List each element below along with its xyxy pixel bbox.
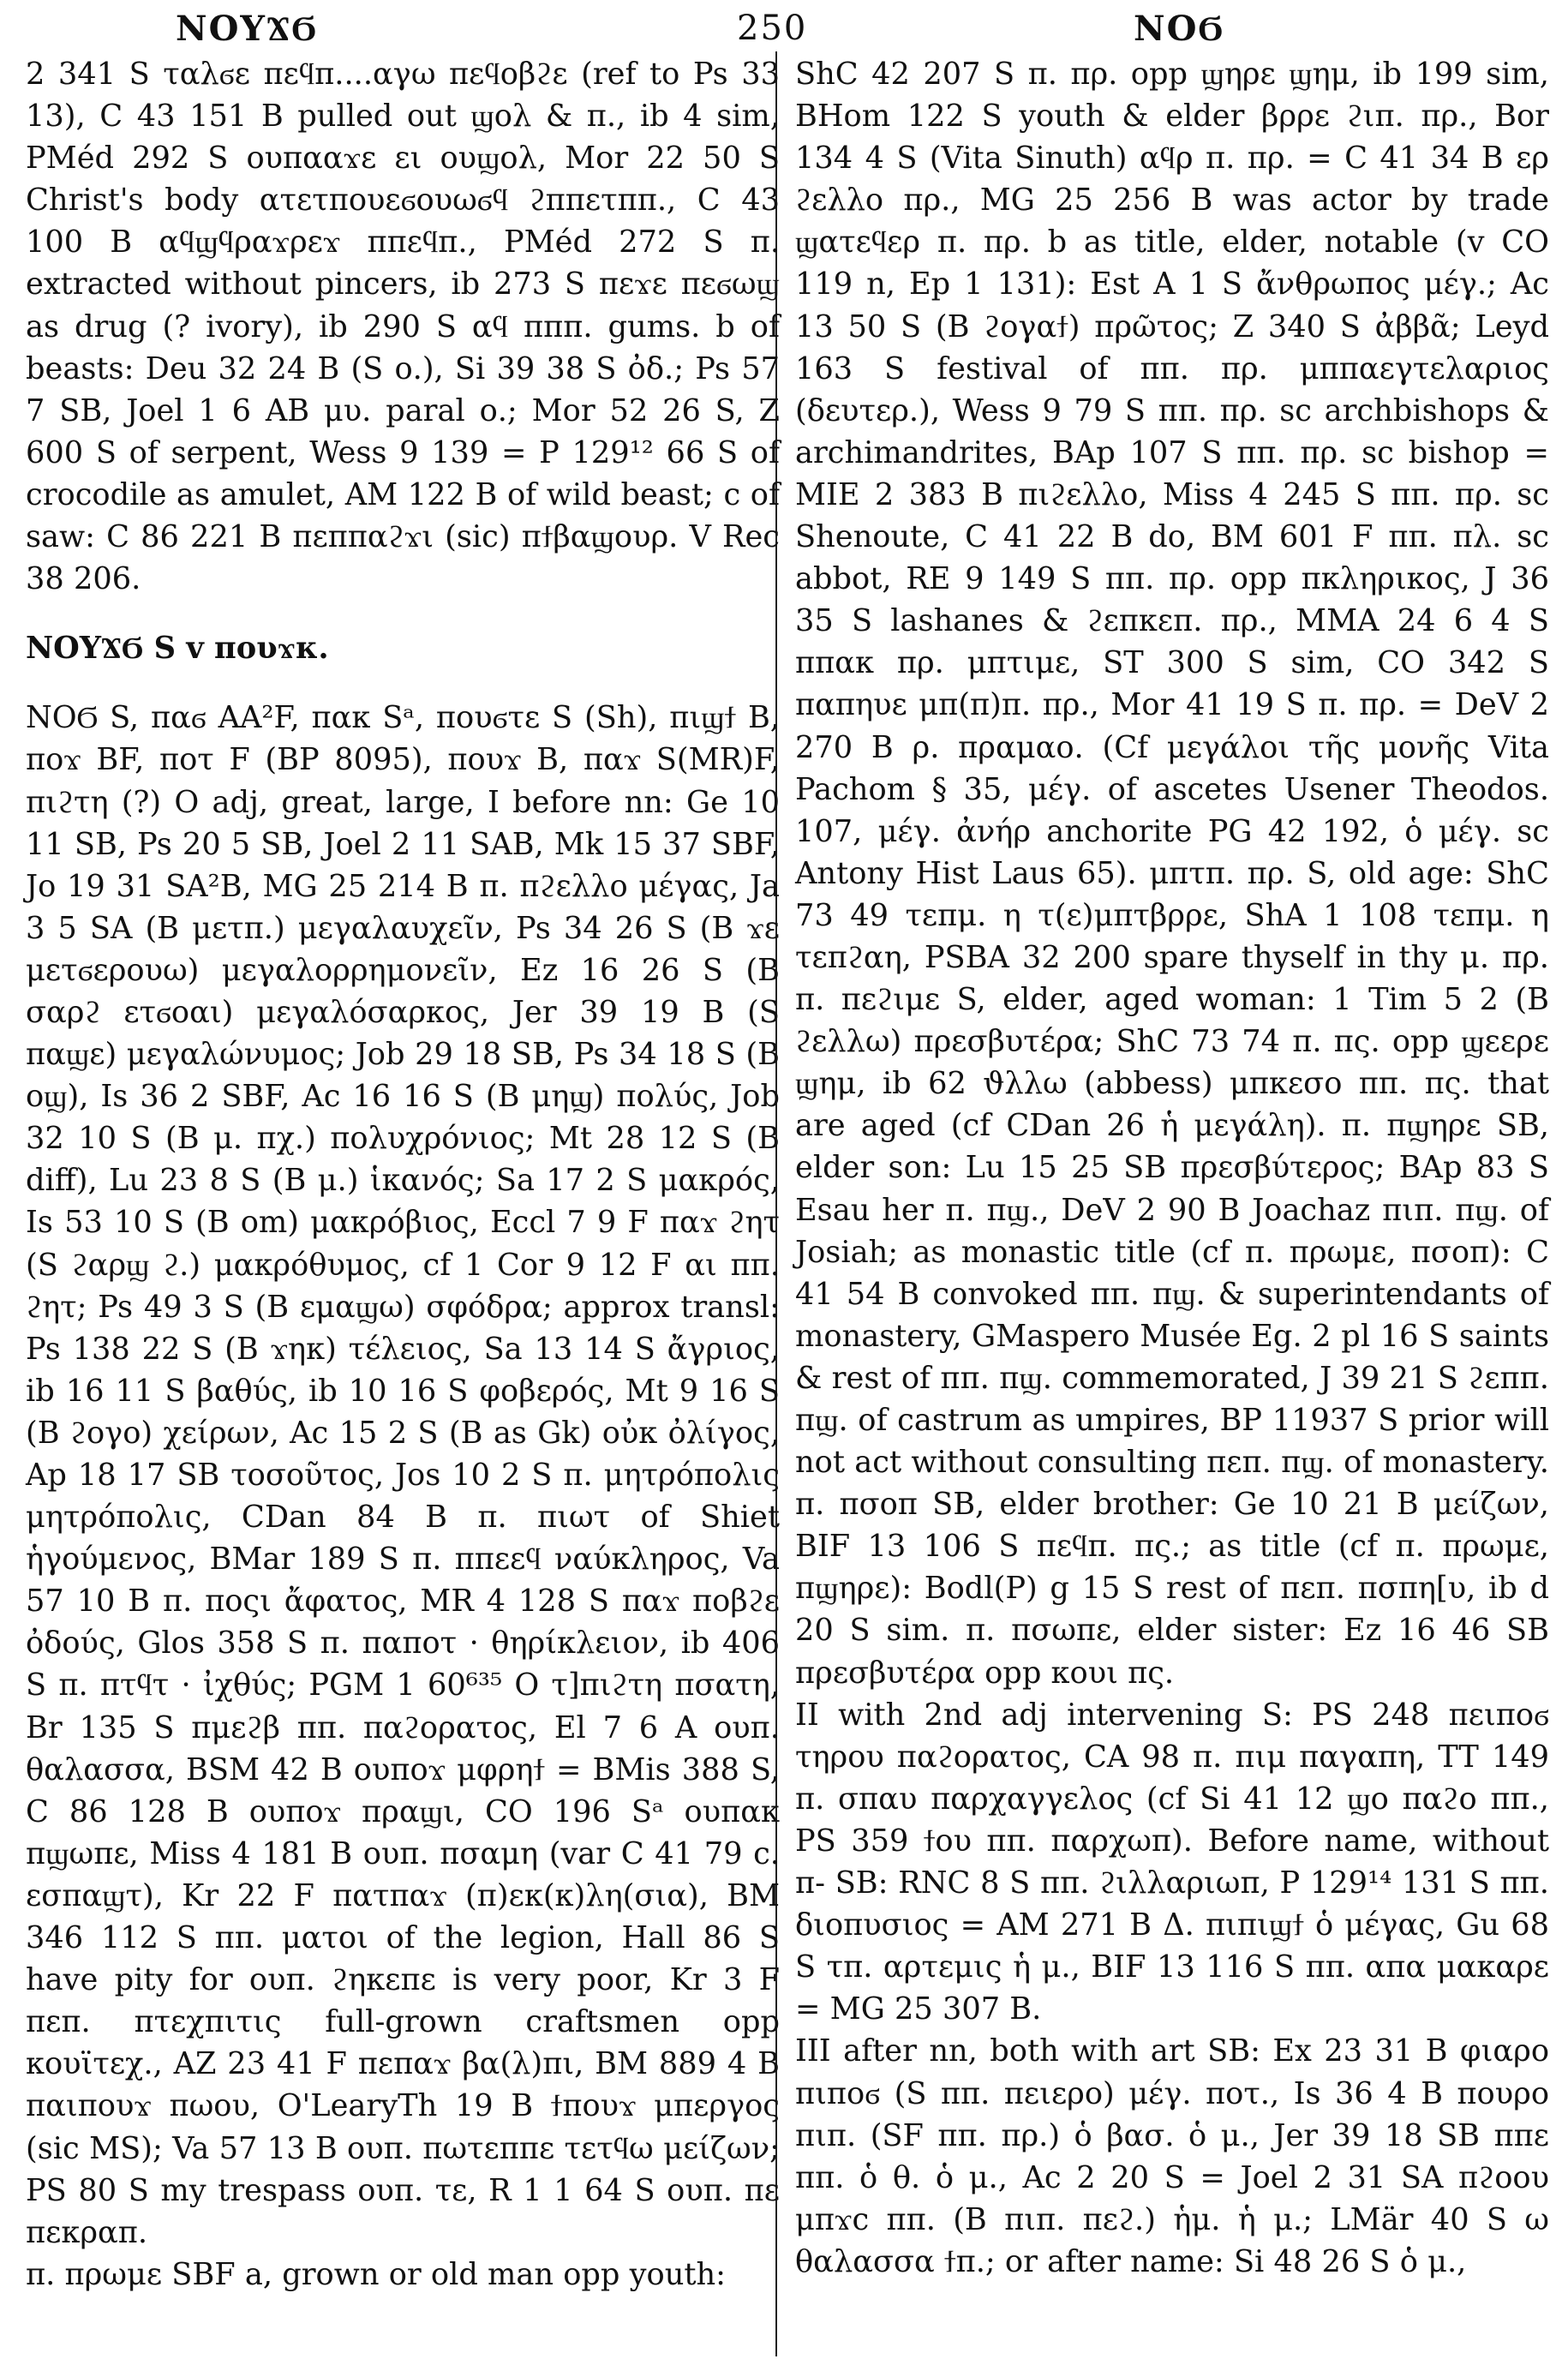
paragraph: 2 341 S ταλϭε πεϥπ....αγω πεϥοβϩε (ref to Ps 33 13), C 43 151 B pulled out ϣολ & π., ib 4 sim, PMéd 292 S ουπααϫε ει ουϣολ, Mor 22 50 S Christ's body ατετπουεϭουωϭϥ ϩππετππ., C 43 100 B αϥϣϥραϫρεϫ ππεϥπ., PMéd 272 S π. extracted without pincers, ib 273 S πεϫε πεϭωϣ as drug (? ivory), ib 290 S αϥ πππ. gums. b of beasts: Deu 32 24 B (S ο.), Si 39 38 S ὀδ.; Ps 57 7 SB, Joel 1 6 AB μυ. paral ο.; Mor 52 26 S, Z 600 S of serpent, Wess 9 139 = P 129¹² 66 S of crocodile as amulet, AM 122 B of wild beast; c of saw: C 86 221 B πεππαϩϫι (sic) πϯβαϣουρ. V Rec 38 206. — [26, 57, 780, 597]
paragraph: ShC 42 207 S π. πρ. opp ϣηρε ϣημ, ib 199 sim, BHom 122 S youth & elder βρρε ϩιπ. πρ., Bor 134 4 S (Vita Sinuth) αϥρ π. πρ. = C 41 34 B ερ ϩελλο πρ., MG 25 256 B was actor by trade ϣατεϥερ π. πρ. b as title, elder, notable (v CO 119 n, Ep 1 131): Est A 1 S ἄνθρωπος μέγ.; Ac 13 50 S (B ϩογαϯ) πρῶτος; Z 340 S ἀββᾶ; Leyd 163 S festival of ππ. πρ. μππαεγτελαριος (δευτερ.), Wess 9 79 S ππ. πρ. sc archbishops & archimandrites, BAp 107 S ππ. πρ. sc bishop = MIE 2 383 B πιϩελλο, Miss 4 245 S ππ. πρ. sc Shenoute, C 41 22 B do, BM 601 F ππ. πλ. sc abbot, RE 9 149 S ππ. πρ. opp πκληρικος, J 36 35 S lashanes & ϩεπκεπ. πρ., MMA 24 6 4 S ππακ πρ. μπτιμε, ST 300 S sim, CO 342 S παπηυε μπ(π)π. πρ., Mor 41 19 S π. πρ. = DeV 2 270 B ρ. πραμαο. (Cf μεγάλοι τῆς μονῆς Vita Pachom § 35, μέγ. of ascetes Usener Theodos. 107, μέγ. ἀνήρ anchorite PG 42 192, ὁ μέγ. sc Antony Hist Laus 65). μπτπ. πρ. S, old age: ShC 73 49 τεπμ. η τ(ε)μπτβρρε, ShA 1 108 τεπμ. η τεπϩαη, PSBA 32 200 spare thyself in thy μ. πρ. π. πεϩιμε S, elder, aged woman: 1 Tim 5 2 (B ϩελλω) πρεσβυτέρα; ShC 73 74 π. πς. opp ϣεερε ϣημ, ib 62 ϑλλω (abbess) μπκεσο ππ. πς. that are aged (cf CDan 26 ἡ μεγάλη). π. πϣηρε SB, elder son: Lu 15 25 SB πρεσβύτερος; BAp 83 S Esau her π. πϣ., DeV 2 90 B Joachaz πιπ. πϣ. of Josiah; as monastic title (cf π. πρωμε, πσοπ): C 41 54 B convoked ππ. πϣ. & superintendants of monastery, GMaspero Musée Eg. 2 pl 16 S saints & rest of ππ. πϣ. commemorated, J 39 21 S ϩεππ. πϣ. of castrum as umpires, BP 11937 S prior will not act without consulting πεπ. πϣ. of monastery. π. πσοπ SB, elder brother: Ge 10 21 B μείζων, BIF 13 106 S πεϥπ. πς.; as title (cf π. πρωμε, πϣηρε): Bodl(P) g 15 S rest of πεπ. πσπη[υ, ib d 20 S sim. π. πσωπε, elder sister: Ez 16 46 SB πρεσβυτέρα opp κουι πς. — [795, 57, 1549, 1691]
header-left-headword: ΝΟΥϪϬ — [176, 9, 319, 49]
section-paragraph: III after nn, both with art SB: Ex 23 31 B φιαρο πιποϭ (S ππ. πειερο) μέγ. ποτ., Is 36 4 B πουρο πιπ. (SF ππ. πρ.) ὁ βασ. ὁ μ., Jer 39 18 SB ππε ππ. ὁ θ. ὁ μ., Ac 2 20 S = Joel 2 31 SA πϩοου μπϫc ππ. (B πιπ. πεϩ.) ἡμ. ἡ μ.; LMär 40 S ω θαλασσα ϯπ.; or after name: Si 48 26 S ὁ μ., — [795, 2033, 1549, 2279]
section-paragraph: II with 2nd adj intervening S: PS 248 πειποϭ τηρου παϩορατος, CA 98 π. πιμ παγαπη, TT 149 π. σπαυ παρχαγγελος (cf Si 41 12 ϣο παϩο ππ., PS 359 ϯου ππ. παρχωπ). Before name, without π- SB: RNC 8 S ππ. ϩιλλαριωπ, P 129¹⁴ 131 S ππ. διοπυσιος = AM 271 B Δ. πιπιϣϯ ὁ μέγας, Gu 68 S τπ. αρτεμις ἡ μ., BIF 13 116 S ππ. απα μακαρε = MG 25 307 B. — [795, 1697, 1549, 2027]
left-column — [26, 53, 780, 2296]
entry-paragraph: ΝΟϬ S, παϭ AA²F, πακ Sᵃ, πουϭτε S (Sh), πιϣϯ B, ποϫ BF, ποτ F (BP 8095), πουϫ B, παϫ S(MR)F, πιϩτη (?) O adj, great, large, I before nn: Ge 10 11 SB, Ps 20 5 SB, Joel 2 11 SAB, Mk 15 37 SBF, Jo 19 31 SA²B, MG 25 214 B π. πϩελλο μέγας, Ja 3 5 SA (B μετπ.) μεγαλαυχεῖν, Ps 34 26 S (B ϫε μετϭερουω) μεγαλορρημονεῖν, Ez 16 26 S (B σαρϩ ετϭοαι) μεγαλόσαρκος, Jer 39 19 B (S παϣε) μεγαλώνυμος; Job 29 18 SB, Ps 34 18 S (B οϣ), Is 36 2 SBF, Ac 16 16 S (B μηϣ) πολύς, Job 32 10 S (B μ. πχ.) πολυχρόνιος; Mt 28 12 S (B diff), Lu 23 8 S (B μ.) ἱκανός; Sa 17 2 S μακρός, Is 53 10 S (B om) μακρόβιος, Eccl 7 9 F παϫ ϩητ (S ϩαρϣ ϩ.) μακρόθυμος, cf 1 Cor 9 12 F αι ππ. ϩητ; Ps 49 3 S (B εμαϣω) σφόδρα; approx transl: Ps 138 22 S (B ϫηκ) τέλειος, Sa 13 14 S ἄγριος, ib 16 11 S βαθύς, ib 10 16 S φοβερός, Mt 9 16 S (B ϩογο) χείρων, Ac 15 2 S (B as Gk) οὐκ ὀλίγος, Ap 18 17 SB τοσοῦτος, Jos 10 2 S π. μητρόπολις μητρόπολις, CDan 84 B π. πιωτ of Shiet ἡγούμενος, BMar 189 S π. ππεεϥ ναύκληρος, Va 57 10 B π. ποςι ἄφατος, MR 4 128 S παϫ ποβϩε ὀδούς, Glos 358 S π. παποτ · θηρίκλειον, ib 406 S π. πτϥτ · ἰχθύς; PGM 1 60⁶³⁵ O τ]πιϩτη πσατη, Br 135 S πμεϩβ ππ. παϩορατος, El 7 6 A ουπ. θαλασσα, BSM 42 B ουποϫ μφρηϯ = BMis 388 S, C 86 128 B ουποϫ πραϣι, CO 196 Sᵃ ουπακ πϣωπε, Miss 4 181 B ουπ. πσαμη (var C 41 79 c. εσπαϣτ), Kr 22 F πατπαϫ (π)εκ(κ)λη(σια), BM 346 112 S ππ. ματοι of the legion, Hall 86 S have pity for ουπ. ϩηκεπε is very poor, Kr 3 F πεπ. πτεχπιτις full-grown craftsmen opp κουϊτεχ., AZ 23 41 F πεπαϫ βα(λ)πι, BM 889 4 B παιπουϫ πωου, O'LearyTh 19 B ϯπουϫ μπεργος (sic MS); Va 57 13 B ουπ. πωτεππε τετϥω μείζων; PS 80 S my trespass ουπ. τε, R 1 1 64 S ουπ. πε πεκραπ. — [26, 700, 780, 2250]
paragraph: π. πρωμε SBF a, grown or old man opp youth: — [26, 2256, 727, 2292]
page-number: 250 — [737, 9, 808, 48]
header-right-headword: ΝΟϬ — [1134, 9, 1225, 49]
running-header — [0, 9, 1568, 51]
entry-paragraph: ΝΟΥϪϬ S v πουϫκ. — [26, 631, 329, 667]
right-column — [795, 53, 1549, 2283]
